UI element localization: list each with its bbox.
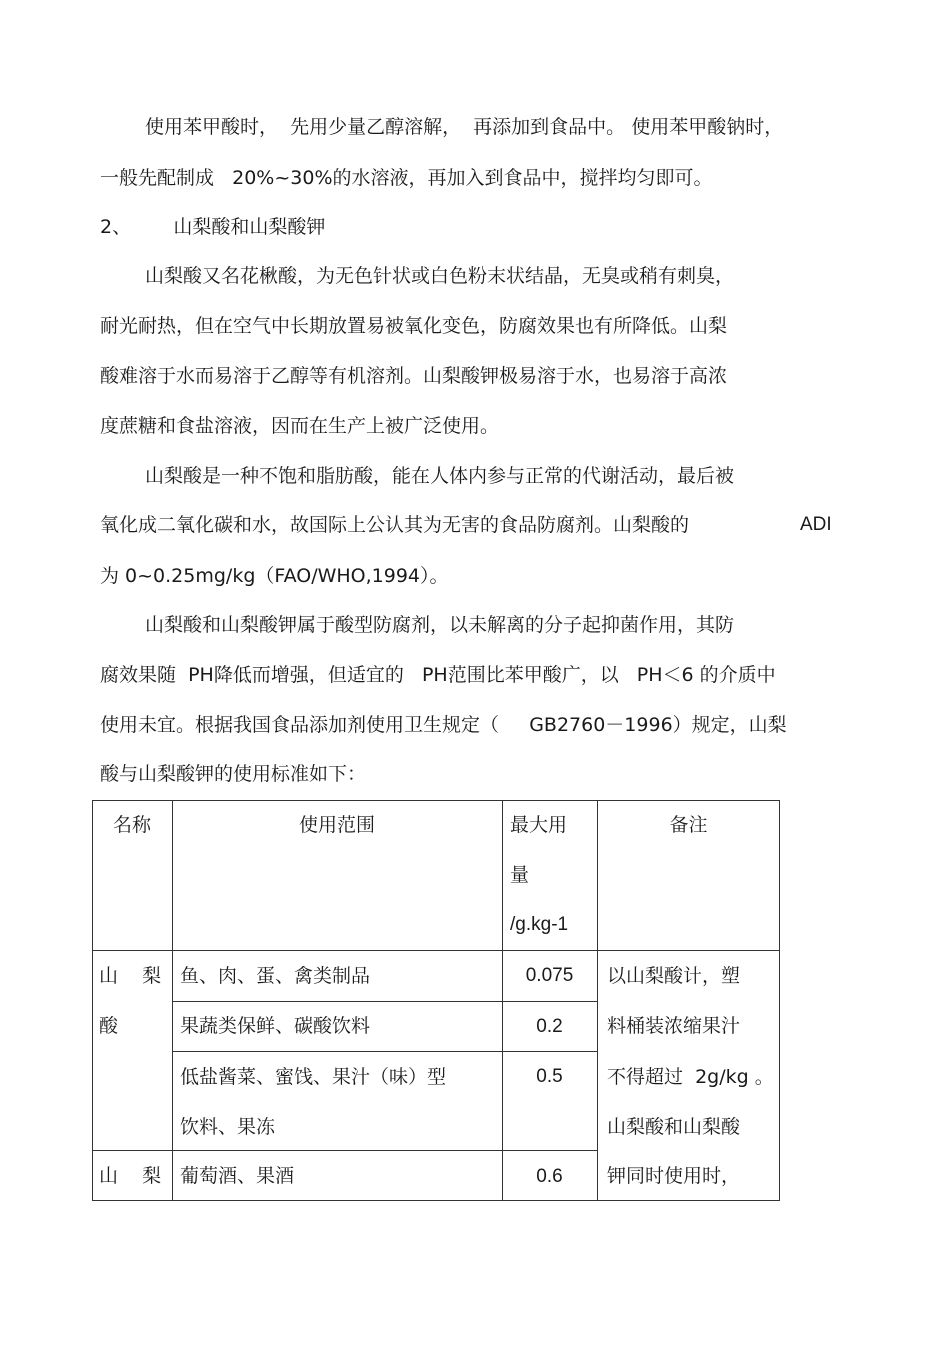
row-scope: 葡萄酒、果酒 [180, 1165, 295, 1187]
row-name: 山 梨 [99, 965, 162, 987]
adi-label: ADI [800, 514, 832, 535]
row-max: 0.5 [536, 1066, 563, 1087]
row-name: 酸 [99, 1015, 119, 1037]
row-scope: 饮料、果冻 [180, 1116, 276, 1138]
paragraph-line: 为 0~0.25mg/kg（FAO/WHO,1994）。 [100, 565, 449, 587]
paragraph-line: 山梨酸和山梨酸钾属于酸型防腐剂，以未解离的分子起抑菌作用，其防 [145, 614, 735, 636]
paragraph-line: 山梨酸是一种不饱和脂肪酸，能在人体内参与正常的代谢活动，最后被 [145, 465, 735, 487]
paragraph-line: 度蔗糖和食盐溶液，因而在生产上被广泛使用。 [100, 415, 500, 437]
row-name: 山 梨 [99, 1165, 162, 1187]
section-heading: 2、 山梨酸和山梨酸钾 [100, 216, 326, 238]
paragraph-line: 酸与山梨酸钾的使用标准如下： [100, 763, 367, 785]
paragraph-line: 使用苯甲酸时， 先用少量乙醇溶解， 再添加到食品中。 使用苯甲酸钠时， [145, 116, 784, 138]
table-rule [172, 800, 173, 1200]
table-rule [92, 800, 93, 1200]
paragraph-line: 一般先配制成 20%~30%的水溶液，再加入到食品中，搅拌均匀即可。 [100, 167, 713, 189]
header-name: 名称 [112, 814, 151, 836]
table-rule [779, 800, 780, 1200]
header-note: 备注 [669, 814, 708, 836]
row-scope: 低盐酱菜、蜜饯、果汁（味）型 [180, 1066, 447, 1088]
usage-standard-table [92, 800, 780, 1201]
paragraph-line: 使用未宜。根据我国食品添加剂使用卫生规定（ GB2760－1996）规定，山梨 [100, 714, 787, 736]
header-max-usage: 量 [510, 864, 530, 886]
note-line: 钾同时使用时， [607, 1165, 741, 1187]
paragraph-line: 山梨酸又名花楸酸，为无色针状或白色粉末状结晶，无臭或稍有刺臭， [145, 265, 735, 287]
row-scope: 果蔬类保鲜、碳酸饮料 [180, 1015, 371, 1037]
table-rule [92, 1150, 597, 1151]
note-line: 不得超过 2g/kg 。 [607, 1066, 774, 1088]
header-scope: 使用范围 [298, 814, 375, 836]
note-line: 山梨酸和山梨酸 [607, 1116, 741, 1138]
table-rule [597, 800, 598, 1200]
row-max: 0.075 [525, 965, 574, 986]
row-scope: 鱼、肉、蛋、禽类制品 [180, 965, 371, 987]
row-max: 0.2 [536, 1016, 563, 1037]
row-max: 0.6 [536, 1166, 563, 1187]
paragraph-line: 腐效果随 PH降低而增强，但适宜的 PH范围比苯甲酸广，以 PH＜6 的介质中 [100, 664, 776, 686]
note-line: 料桶装浓缩果汁 [607, 1015, 741, 1037]
paragraph-line: 酸难溶于水而易溶于乙醇等有机溶剂。山梨酸钾极易溶于水，也易溶于高浓 [100, 365, 728, 387]
header-max-usage-unit: /g.kg-1 [510, 914, 569, 935]
header-max-usage: 最大用 [510, 814, 568, 836]
paragraph-line: 耐光耐热，但在空气中长期放置易被氧化变色，防腐效果也有所降低。山梨 [100, 315, 728, 337]
paragraph-line: 氧化成二氧化碳和水，故国际上公认其为无害的食品防腐剂。山梨酸的 [100, 514, 690, 536]
note-line: 以山梨酸计，塑 [607, 965, 741, 987]
